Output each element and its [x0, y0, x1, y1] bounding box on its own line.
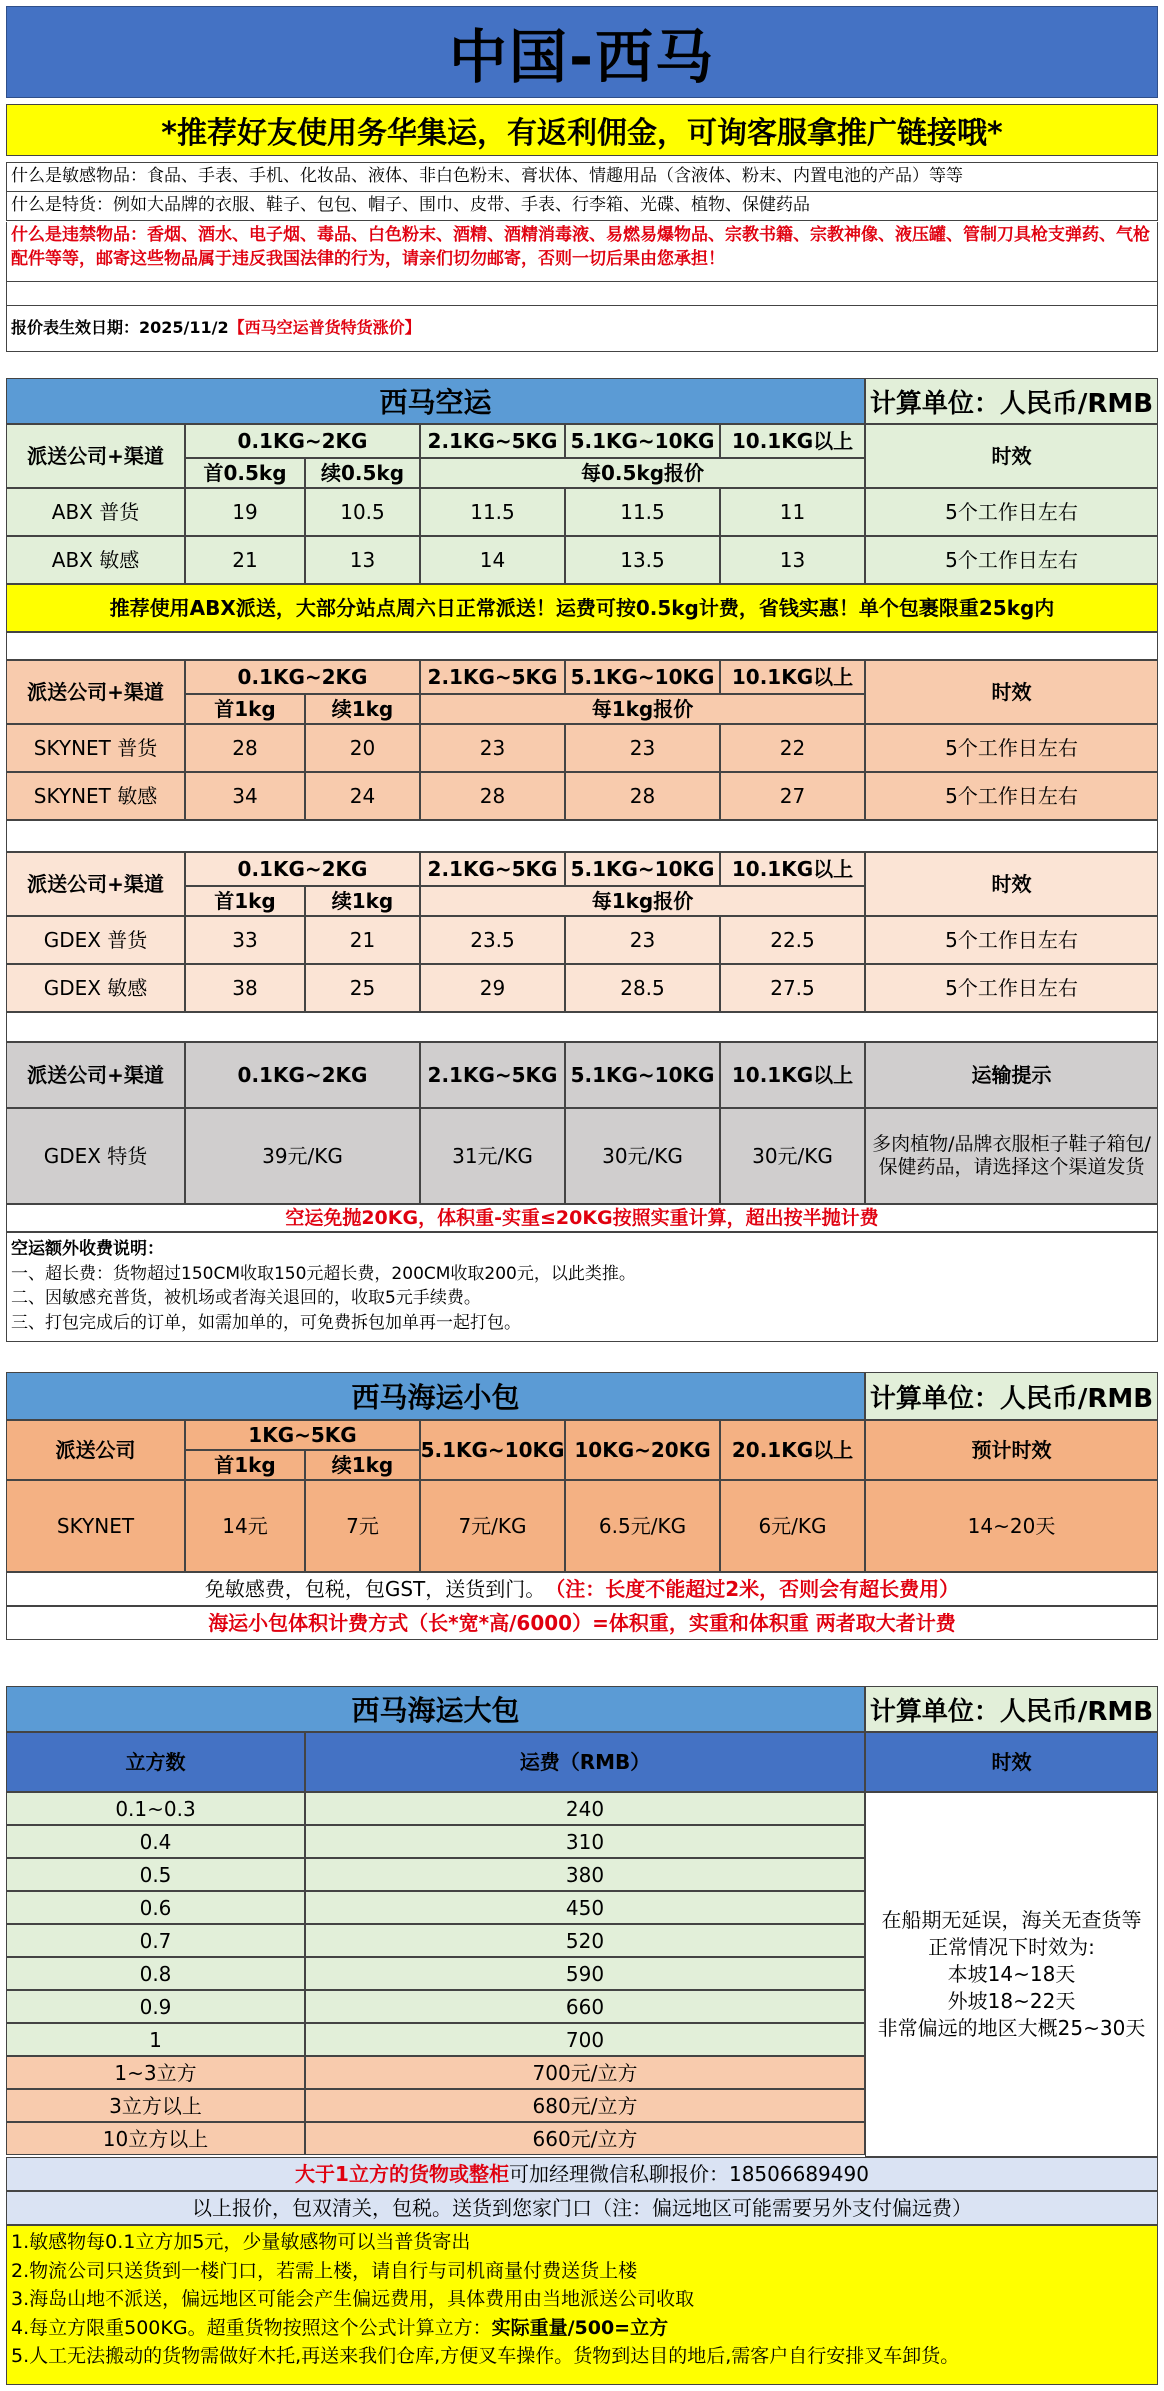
sea-small-col-range3: 10KG~20KG: [565, 1420, 720, 1480]
skynet-row-time: 5个工作日左右: [865, 772, 1158, 820]
spacer-row: [6, 1012, 1158, 1042]
skynet-row-name: SKYNET 普货: [6, 724, 185, 772]
abx-row-v3: 14: [420, 536, 565, 584]
abx-row-time: 5个工作日左右: [865, 536, 1158, 584]
skynet-col-channel: 派送公司+渠道: [6, 660, 185, 724]
spacer-row: [6, 820, 1158, 852]
abx-cont-weight: 续0.5kg: [305, 458, 420, 488]
air-col-range3: 5.1KG~10KG: [565, 424, 720, 458]
effective-date-row: [6, 306, 1158, 352]
sea-big-row-cbm: 0.4: [6, 1825, 305, 1858]
sea-big-row-fee: 660元/立方: [305, 2122, 865, 2155]
sea-big-row-cbm: 0.5: [6, 1858, 305, 1891]
sea-small-col-company: 派送公司: [6, 1420, 185, 1480]
abx-row-v2: 13: [305, 536, 420, 584]
gdex-row-v1: 38: [185, 964, 305, 1012]
sea-big-note: 5.人工无法搬动的货物需做好木托,再送来我们仓库,方便叉车操作。货物到达目的地后,需客户自行安排叉车卸货。: [11, 2345, 960, 2367]
gdex-col-time: 时效: [865, 852, 1158, 916]
sea-big-row-cbm: 3立方以上: [6, 2089, 305, 2122]
gdex-col-range2: 2.1KG~5KG: [420, 852, 565, 886]
blank-row: [6, 282, 1158, 306]
special-col-range2: 2.1KG~5KG: [420, 1042, 565, 1108]
sea-big-title: 西马海运大包: [6, 1686, 865, 1732]
gdex-per-weight: 每1kg报价: [420, 886, 865, 916]
sea-big-time-line: 非常偏远的地区大概25~30天: [877, 2016, 1146, 2040]
skynet-cont-weight: 续1kg: [305, 694, 420, 724]
sea-big-contact-text: 可加经理微信私聊报价：18506689490: [508, 2162, 869, 2186]
sea-big-row-fee: 310: [305, 1825, 865, 1858]
banned-goods-info: 什么是违禁物品：香烟、酒水、电子烟、毒品、白色粉末、酒精、酒精消毒液、易燃易爆物品、宗教书籍、宗教神像、液压罐、管制刀具枪支弹药、气枪配件等等，邮寄这些物品属于违反我国法律的行为，请亲们切勿邮寄，否则一切后果由您承担！: [6, 222, 1158, 282]
gdex-row-v5: 27.5: [720, 964, 865, 1012]
special-row-v4: 30元/KG: [720, 1108, 865, 1204]
air-extra-line: 一、超长费：货物超过150CM收取150元超长费，200CM收取200元，以此类推。: [11, 1263, 636, 1284]
sea-small-row-v1: 14元: [185, 1480, 305, 1572]
sea-small-row-v4: 6.5元/KG: [565, 1480, 720, 1572]
sea-small-col-range2: 5.1KG~10KG: [420, 1420, 565, 1480]
special-row-v3: 30元/KG: [565, 1108, 720, 1204]
special-goods-info: 什么是特货：例如大品牌的衣服、鞋子、包包、帽子、围巾、皮带、手表、行李箱、光碟、植物、保健药品: [6, 192, 1158, 221]
sea-big-row-cbm: 0.8: [6, 1957, 305, 1990]
gdex-col-range1: 0.1KG~2KG: [185, 852, 420, 886]
gdex-row-time: 5个工作日左右: [865, 964, 1158, 1012]
special-row-tip: 多肉植物/品牌衣服柜子鞋子箱包/保健药品，请选择这个渠道发货: [865, 1108, 1158, 1204]
sea-small-note1: [6, 1572, 1158, 1606]
gdex-row-v5: 22.5: [720, 916, 865, 964]
skynet-col-range3: 5.1KG~10KG: [565, 660, 720, 694]
sea-big-col-time: 时效: [865, 1732, 1158, 1792]
abx-row-v1: 19: [185, 488, 305, 536]
effective-date-note: 【西马空运普货特货涨价】: [228, 318, 421, 338]
sea-small-note1-warning: （注：长度不能超过2米，否则会有超长费用）: [545, 1577, 960, 1601]
air-volume-note: 空运免抛20KG，体积重-实重≤20KG按照实重计算，超出按半抛计费: [6, 1204, 1158, 1232]
abx-row-time: 5个工作日左右: [865, 488, 1158, 536]
air-unit: 计算单位：人民币/RMB: [865, 378, 1158, 424]
air-extra-title: 空运额外收费说明：: [11, 1239, 164, 1259]
air-section-title: 西马空运: [6, 378, 865, 424]
sea-big-time-line: 本坡14~18天: [947, 1962, 1076, 1986]
skynet-row-v2: 20: [305, 724, 420, 772]
gdex-row-name: GDEX 敏感: [6, 964, 185, 1012]
skynet-col-range1: 0.1KG~2KG: [185, 660, 420, 694]
special-row-v2: 31元/KG: [420, 1108, 565, 1204]
sea-big-row-fee: 240: [305, 1792, 865, 1825]
sea-big-row-fee: 450: [305, 1891, 865, 1924]
skynet-col-time: 时效: [865, 660, 1158, 724]
sea-small-row-v5: 6元/KG: [720, 1480, 865, 1572]
abx-row-v3: 11.5: [420, 488, 565, 536]
sensitive-goods-info: 什么是敏感物品：食品、手表、手机、化妆品、液体、非白色粉末、膏状体、情趣用品（含液体、粉末、内置电池的产品）等等: [6, 162, 1158, 192]
air-col-range4: 10.1KG以上: [720, 424, 865, 458]
sea-big-row-cbm: 1~3立方: [6, 2056, 305, 2089]
gdex-row-v4: 23: [565, 916, 720, 964]
skynet-row-v2: 24: [305, 772, 420, 820]
sea-big-row-fee: 680元/立方: [305, 2089, 865, 2122]
sea-small-row-name: SKYNET: [6, 1480, 185, 1572]
sea-small-col-cont: 续1kg: [305, 1450, 420, 1480]
sea-big-note-4: [11, 2314, 1153, 2343]
sea-big-note: 1.敏感物每0.1立方加5元，少量敏感物可以当普货寄出: [11, 2231, 471, 2253]
sea-big-row-cbm: 0.1~0.3: [6, 1792, 305, 1825]
air-extra-line: 三、打包完成后的订单，如需加单的，可免费拆包加单再一起打包。: [11, 1312, 521, 1333]
sea-big-time-line: 在船期无延误，海关无查货等正常情况下时效为:: [881, 1908, 1142, 1959]
promo-banner: *推荐好友使用务华集运，有返利佣金，可询客服拿推广链接哦*: [6, 104, 1158, 156]
sea-small-note2: 海运小包体积计费方式（长*宽*高/6000）=体积重，实重和体积重 两者取大者计费: [6, 1606, 1158, 1640]
skynet-row-v5: 27: [720, 772, 865, 820]
special-row-name: GDEX 特货: [6, 1108, 185, 1204]
gdex-col-range4: 10.1KG以上: [720, 852, 865, 886]
sea-big-contact: [6, 2157, 1158, 2191]
sea-big-row-cbm: 1: [6, 2023, 305, 2056]
gdex-row-v2: 21: [305, 916, 420, 964]
abx-per-weight: 每0.5kg报价: [420, 458, 865, 488]
sea-big-row-cbm: 0.9: [6, 1990, 305, 2023]
sea-big-row-cbm: 0.6: [6, 1891, 305, 1924]
sea-big-row-fee: 700: [305, 2023, 865, 2056]
sea-big-row-fee: 520: [305, 1924, 865, 1957]
abx-row-name: ABX 普货: [6, 488, 185, 536]
gdex-row-time: 5个工作日左右: [865, 916, 1158, 964]
air-col-range1: 0.1KG~2KG: [185, 424, 420, 458]
gdex-row-v3: 23.5: [420, 916, 565, 964]
sea-big-note-formula: 实际重量/500=立方: [491, 2316, 669, 2339]
skynet-col-range2: 2.1KG~5KG: [420, 660, 565, 694]
sea-big-row-cbm: 0.7: [6, 1924, 305, 1957]
abx-row-v2: 10.5: [305, 488, 420, 536]
skynet-row-v3: 28: [420, 772, 565, 820]
sea-small-note1-text: 免敏感费，包税，包GST，送货到门。: [204, 1577, 546, 1601]
sea-big-row-cbm: 10立方以上: [6, 2122, 305, 2155]
sea-big-col-fee: 运费（RMB）: [305, 1732, 865, 1792]
gdex-row-name: GDEX 普货: [6, 916, 185, 964]
sea-small-col-first: 首1kg: [185, 1450, 305, 1480]
abx-row-name: ABX 敏感: [6, 536, 185, 584]
sea-big-contact-highlight: 大于1立方的货物或整柜: [295, 2162, 509, 2186]
special-col-channel: 派送公司+渠道: [6, 1042, 185, 1108]
skynet-row-time: 5个工作日左右: [865, 724, 1158, 772]
sea-big-row-fee: 590: [305, 1957, 865, 1990]
skynet-col-range4: 10.1KG以上: [720, 660, 865, 694]
special-col-range3: 5.1KG~10KG: [565, 1042, 720, 1108]
sea-big-note-text: 4.每立方限重500KG。超重货物按照这个公式计算立方：: [11, 2316, 492, 2339]
sea-big-time-cell: [865, 1792, 1158, 2157]
sea-big-note: 3.海岛山地不派送，偏远地区可能会产生偏远费用，具体费用由当地派送公司收取: [11, 2288, 695, 2310]
skynet-per-weight: 每1kg报价: [420, 694, 865, 724]
air-col-range2: 2.1KG~5KG: [420, 424, 565, 458]
air-col-time: 时效: [865, 424, 1158, 488]
abx-row-v5: 13: [720, 536, 865, 584]
sea-big-col-cbm: 立方数: [6, 1732, 305, 1792]
gdex-col-range3: 5.1KG~10KG: [565, 852, 720, 886]
gdex-row-v2: 25: [305, 964, 420, 1012]
skynet-row-v3: 23: [420, 724, 565, 772]
skynet-row-v1: 34: [185, 772, 305, 820]
sea-small-unit: 计算单位：人民币/RMB: [865, 1372, 1158, 1420]
skynet-row-v1: 28: [185, 724, 305, 772]
skynet-row-v4: 23: [565, 724, 720, 772]
effective-date: 报价表生效日期：2025/11/2: [11, 318, 229, 338]
gdex-row-v4: 28.5: [565, 964, 720, 1012]
sea-big-time-line: 外坡18~22天: [947, 1989, 1076, 2013]
air-extra-fees: [6, 1232, 1158, 1342]
special-col-range1: 0.1KG~2KG: [185, 1042, 420, 1108]
page-title: 中国-西马: [6, 6, 1158, 98]
sea-big-summary: 以上报价，包双清关，包税。送货到您家门口（注：偏远地区可能需要另外支付偏远费）: [6, 2191, 1158, 2225]
sea-big-unit: 计算单位：人民币/RMB: [865, 1686, 1158, 1732]
sea-small-row-v2: 7元: [305, 1480, 420, 1572]
sea-small-row-v3: 7元/KG: [420, 1480, 565, 1572]
skynet-row-v5: 22: [720, 724, 865, 772]
skynet-first-weight: 首1kg: [185, 694, 305, 724]
abx-recommend-note: 推荐使用ABX派送，大部分站点周六日正常派送！运费可按0.5kg计费，省钱实惠！单个包裹限重25kg内: [6, 584, 1158, 632]
spacer-row: [6, 632, 1158, 660]
gdex-row-v1: 33: [185, 916, 305, 964]
abx-row-v1: 21: [185, 536, 305, 584]
abx-first-weight: 首0.5kg: [185, 458, 305, 488]
sea-small-title: 西马海运小包: [6, 1372, 865, 1420]
sea-small-col-range1: 1KG~5KG: [185, 1420, 420, 1450]
sea-big-row-fee: 380: [305, 1858, 865, 1891]
gdex-first-weight: 首1kg: [185, 886, 305, 916]
gdex-col-channel: 派送公司+渠道: [6, 852, 185, 916]
gdex-row-v3: 29: [420, 964, 565, 1012]
sea-small-col-range4: 20.1KG以上: [720, 1420, 865, 1480]
sea-small-col-time: 预计时效: [865, 1420, 1158, 1480]
sea-big-row-fee: 700元/立方: [305, 2056, 865, 2089]
air-col-channel: 派送公司+渠道: [6, 424, 185, 488]
abx-row-v5: 11: [720, 488, 865, 536]
abx-row-v4: 13.5: [565, 536, 720, 584]
special-col-tip: 运输提示: [865, 1042, 1158, 1108]
sea-small-row-time: 14~20天: [865, 1480, 1158, 1572]
skynet-row-v4: 28: [565, 772, 720, 820]
air-extra-line: 二、因敏感充普货，被机场或者海关退回的，收取5元手续费。: [11, 1288, 481, 1309]
sea-big-note: 2.物流公司只送货到一楼门口，若需上楼，请自行与司机商量付费送货上楼: [11, 2259, 638, 2282]
gdex-cont-weight: 续1kg: [305, 886, 420, 916]
skynet-row-name: SKYNET 敏感: [6, 772, 185, 820]
special-col-range4: 10.1KG以上: [720, 1042, 865, 1108]
sea-big-row-fee: 660: [305, 1990, 865, 2023]
special-row-v1: 39元/KG: [185, 1108, 420, 1204]
sea-big-notes: [6, 2225, 1158, 2385]
abx-row-v4: 11.5: [565, 488, 720, 536]
